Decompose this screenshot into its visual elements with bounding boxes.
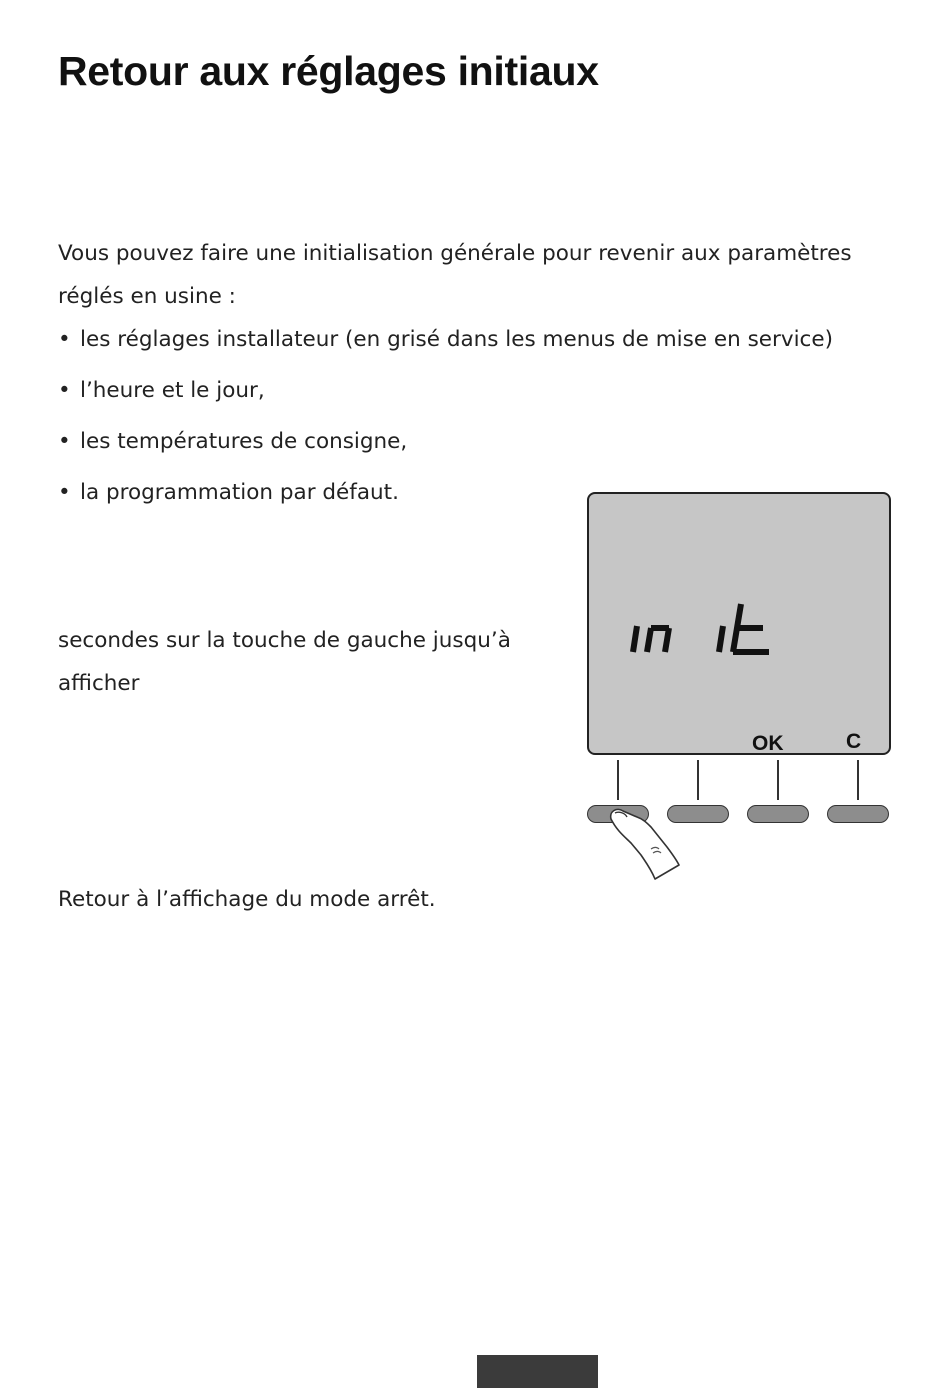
c-label: C [846, 730, 862, 753]
finger-press-icon [607, 803, 687, 883]
step-instruction: secondes sur la touche de gauche jusqu’à afficher [58, 628, 511, 696]
page-footer-tab [477, 1355, 598, 1388]
c-key-button[interactable] [827, 805, 889, 823]
bullet-glyph: • [58, 429, 71, 454]
key-indicator-line [617, 760, 619, 800]
list-item-text: les températures de consigne, [80, 429, 408, 454]
key-indicator-line [857, 760, 859, 800]
list-item-text: la programmation par défaut. [80, 480, 399, 505]
lcd-screen [587, 492, 891, 755]
key-indicator-line [697, 760, 699, 800]
bullet-glyph: • [58, 480, 71, 505]
list-item [58, 369, 833, 420]
bullet-glyph: • [58, 378, 71, 403]
list-item [58, 318, 833, 369]
list-item-text: l’heure et le jour, [80, 378, 265, 403]
return-note: Retour à l’affichage du mode arrêt. [58, 887, 436, 912]
ok-label: OK [752, 732, 784, 755]
lcd-display-text [629, 602, 789, 662]
bullet-glyph: • [58, 327, 71, 352]
key-indicator-line [777, 760, 779, 800]
intro-paragraph: Vous pouvez faire une initialisation générale pour revenir aux paramètres réglés en usine : [58, 241, 852, 309]
list-item [58, 420, 833, 471]
ok-key-button[interactable] [747, 805, 809, 823]
thermostat-illustration [585, 490, 895, 885]
list-item-text: les réglages installateur (en grisé dans les menus de mise en service) [80, 327, 833, 352]
page-title: Retour aux réglages initiaux [58, 48, 599, 94]
